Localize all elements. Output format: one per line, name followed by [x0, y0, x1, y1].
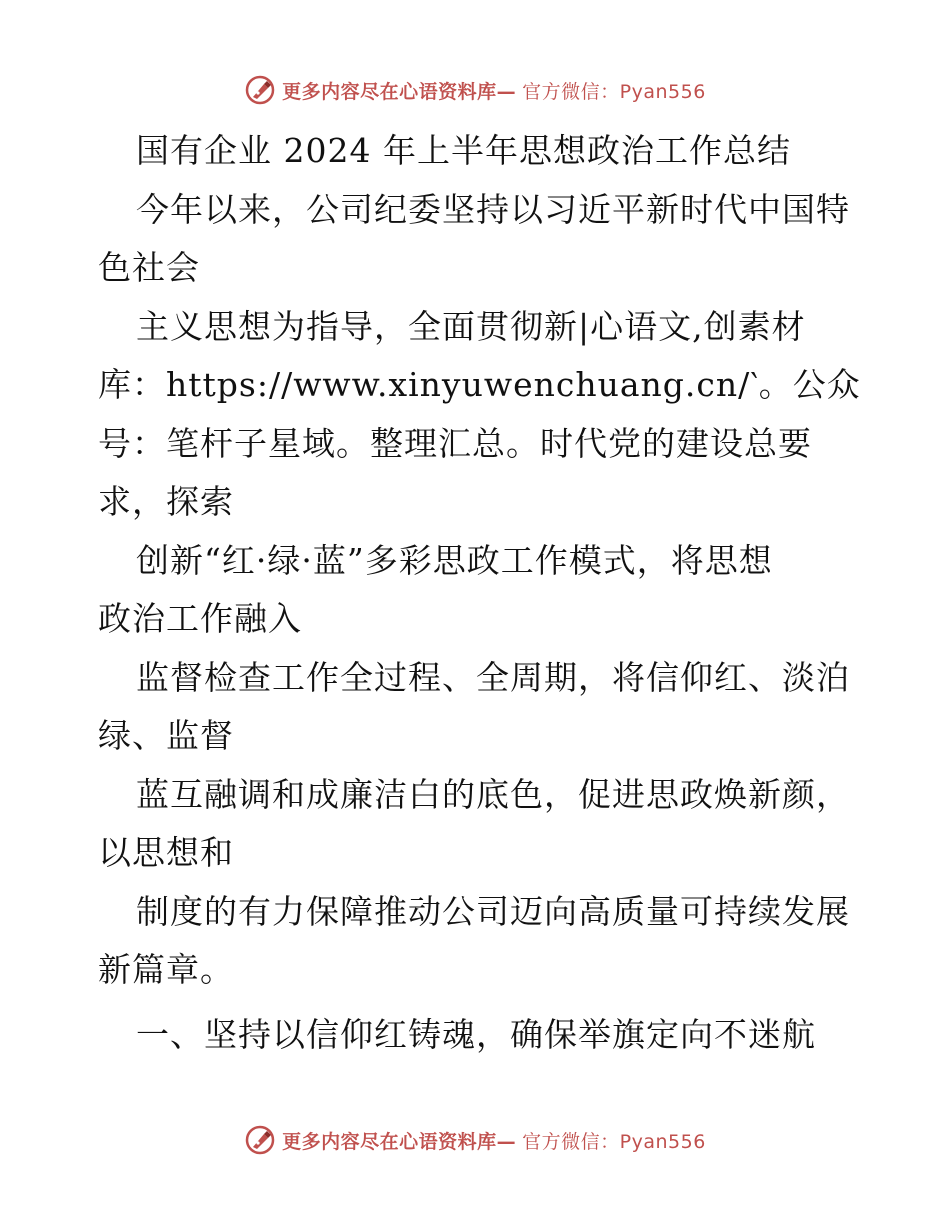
- document-body: [98, 122, 861, 1064]
- paragraph-line: 监督检查工作全过程、全周期，将信仰红、淡泊: [136, 657, 850, 697]
- banner-text: 更多内容尽在心语资料库—: [282, 80, 517, 103]
- pen-nib-logo-icon: [244, 74, 276, 106]
- paragraph-line: 绿、监督: [98, 716, 234, 755]
- paragraph-line: 政治工作融入: [98, 599, 302, 638]
- paragraph-line: 库：https://www.xinyuwenchuang.cn/‵。公众: [98, 365, 861, 404]
- section-heading: 一、坚持以信仰红铸魂，确保举旗定向不迷航: [136, 1014, 816, 1054]
- banner-text: 更多内容尽在心语资料库—: [282, 1130, 517, 1153]
- paragraph-line: 今年以来，公司纪委坚持以习近平新时代中国特: [136, 189, 850, 229]
- pen-nib-logo-icon: [244, 1124, 276, 1156]
- paragraph-line: 新篇章。: [98, 950, 234, 989]
- paragraph-line: 制度的有力保障推动公司迈向高质量可持续发展: [136, 891, 850, 931]
- footer-banner: [0, 1120, 950, 1160]
- paragraph-line: 蓝互融调和成廉洁白的底色，促进思政焕新颜，: [136, 774, 850, 814]
- banner-wechat: 官方微信：Pyan556: [522, 1130, 706, 1153]
- paragraph-line: 创新“红·绿·蓝”多彩思政工作模式，将思想: [136, 540, 773, 580]
- paragraph-line: 色社会: [98, 248, 200, 287]
- document-title: 国有企业 2024 年上半年思想政治工作总结: [136, 131, 791, 170]
- paragraph-line: 主义思想为指导，全面贯彻新|心语文,创素材: [136, 306, 806, 346]
- paragraph-line: 号：笔杆子星域。整理汇总。时代党的建设总要: [98, 423, 812, 463]
- banner-wechat: 官方微信：Pyan556: [522, 80, 706, 103]
- paragraph-line: 以思想和: [98, 833, 234, 872]
- paragraph-line: 求，探索: [98, 482, 234, 521]
- header-banner: [0, 70, 950, 110]
